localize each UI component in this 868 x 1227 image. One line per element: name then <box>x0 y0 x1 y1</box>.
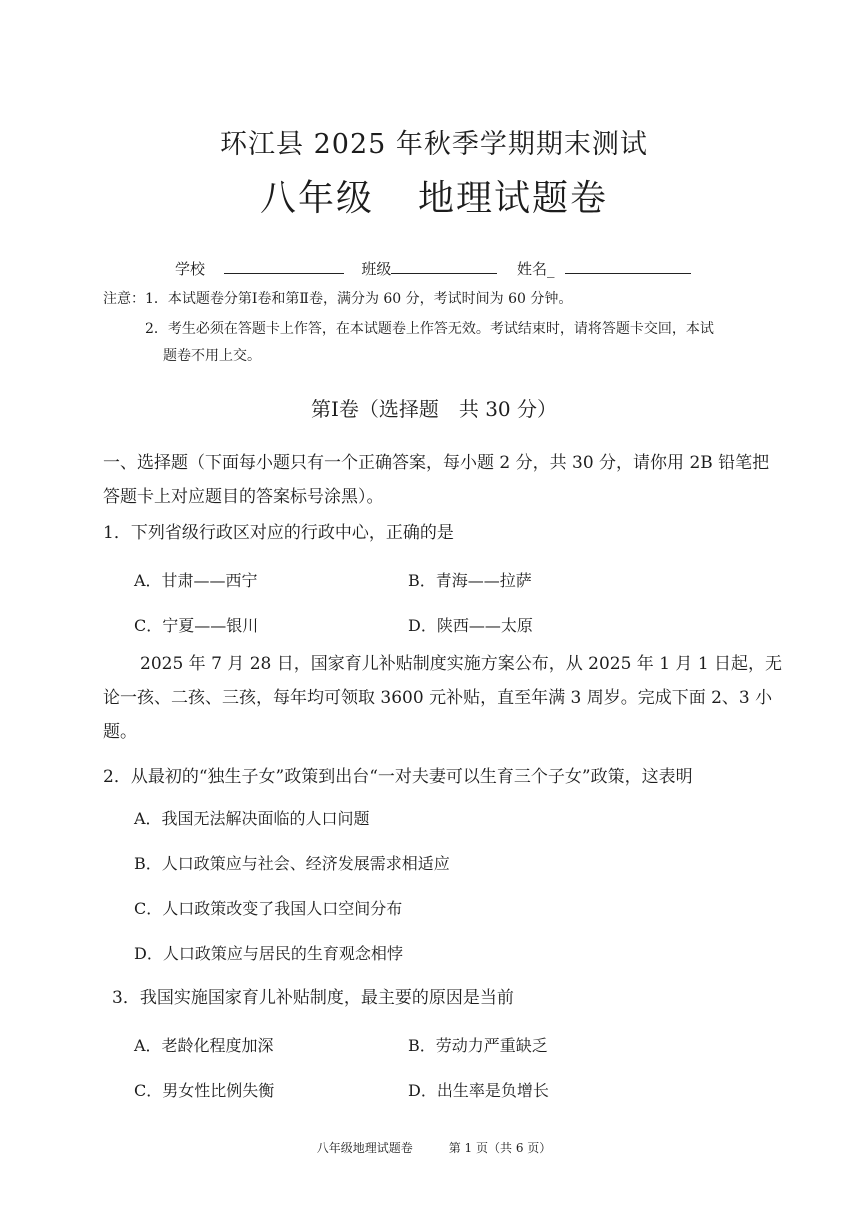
school-label: 学校 <box>175 260 206 278</box>
exam-title: 环江县 2025 年秋季学期期末测试 <box>220 129 648 160</box>
notice-item-1: 注意：1．本试题卷分第Ⅰ卷和第Ⅱ卷，满分为 60 分，考试时间为 60 分钟。 <box>103 291 573 307</box>
question-2-option-b: B．人口政策应与社会、经济发展需求相适应 <box>134 854 450 873</box>
question-3-option-c: C．男女性比例失衡 <box>134 1081 275 1100</box>
page-footer <box>0 1139 868 1156</box>
question-1-option-d: D．陕西——太原 <box>408 616 533 635</box>
passage-line-1: 2025 年 7 月 28 日，国家育儿补贴制度实施方案公布，从 2025 年 1 月 1 日起，无 <box>140 654 783 674</box>
question-3-option-d: D．出生率是负增长 <box>408 1081 549 1100</box>
passage-line-2: 论一孩、二孩、三孩，每年均可领取 3600 元补贴，直至年满 3 周岁。完成下面 2、3 小 <box>103 688 773 708</box>
exam-subtitle <box>0 170 868 221</box>
class-blank[interactable] <box>391 259 497 274</box>
question-2-stem: 2．从最初的“独生子女”政策到出台“一对夫妻可以生育三个子女”政策，这表明 <box>103 767 693 787</box>
name-blank[interactable] <box>565 259 691 274</box>
passage-line-3: 题。 <box>103 722 137 742</box>
footer-doc-title: 八年级地理试题卷 <box>316 1141 413 1155</box>
question-2-option-d: D．人口政策应与居民的生育观念相悖 <box>134 944 403 963</box>
notice-item-2: 2．考生必须在答题卡上作答，在本试题卷上作答无效。考试结束时，请将答题卡交回，本试 <box>145 321 714 337</box>
section-instructions: 一、选择题（下面每小题只有一个正确答案，每小题 2 分，共 30 分，请你用 2B 铅笔把 <box>103 453 770 473</box>
question-1-option-a: A．甘肃——西宁 <box>134 571 258 590</box>
footer-page-number: 第 1 页（共 6 页） <box>448 1141 552 1155</box>
class-label: 班级 <box>361 260 392 278</box>
name-label: 姓名_ <box>516 260 555 278</box>
question-2-option-a: A．我国无法解决面临的人口问题 <box>134 809 370 828</box>
notice-prefix: 注意： <box>103 291 145 307</box>
question-3-option-a: A．老龄化程度加深 <box>134 1036 274 1055</box>
question-2-option-c: C．人口政策改变了我国人口空间分布 <box>134 899 403 918</box>
student-info-fields <box>175 258 691 279</box>
section-instructions-cont: 答题卡上对应题目的答案标号涂黑）。 <box>103 487 384 507</box>
question-1-option-c: C．宁夏——银川 <box>134 616 259 635</box>
question-3-stem: 3．我国实施国家育儿补贴制度，最主要的原因是当前 <box>112 988 514 1008</box>
subject-label: 地理试题卷 <box>418 178 609 219</box>
question-1-stem: 1．下列省级行政区对应的行政中心，正确的是 <box>103 523 454 543</box>
school-blank[interactable] <box>224 259 344 274</box>
notice-item-2-cont: 题卷不用上交。 <box>163 348 261 364</box>
section-title: 第Ⅰ卷（选择题 共 30 分） <box>310 397 558 421</box>
question-1-option-b: B．青海——拉萨 <box>408 571 532 590</box>
grade-label: 八年级 <box>259 178 374 219</box>
question-3-option-b: B．劳动力严重缺乏 <box>408 1036 548 1055</box>
